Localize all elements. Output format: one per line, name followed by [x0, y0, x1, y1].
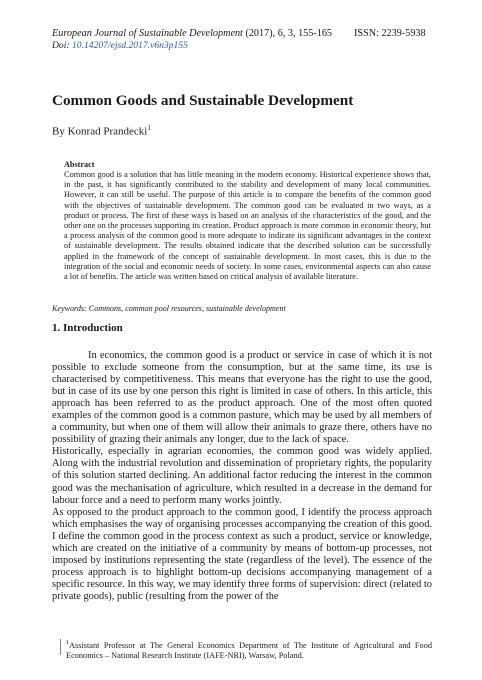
introduction-body — [52, 350, 432, 603]
doi-label: Doi: — [52, 40, 72, 51]
doi-line — [52, 40, 188, 51]
author-line — [52, 124, 151, 138]
footnote-text: Assistant Professor at The General Economics Department of The Institute of Agricultural and Food Economics – National Research Institute (IAFE-NRI), Warsaw, Poland. — [66, 640, 432, 660]
journal-header — [52, 28, 432, 39]
body-paragraph: As opposed to the product approach to the common good, I identify the process approach which emphasises the way of organising processes accompanying the creation of this good. I define the common good in the process context as such a product, service or knowledge, which are created on the initiative of a community by means of bottom-up processes, not imposed by institutions representing the state (regardless of the level). The essence of the process approach is to highlight bottom-up decisions accompanying management of a specific resource. In this way, we may identify three forms of supervision: direct (related to private goods), public (resulting from the power of the — [52, 506, 432, 602]
section-heading-introduction: 1. Introduction — [52, 322, 123, 334]
body-paragraph: Historically, especially in agrarian economies, the common good was widely applied. Along with the industrial revolution and dissemination of proprietary rights, the popularity of this solution started declining. An additional factor reducing the interest in the common good was the mechanisation of agriculture, which resulted in a decrease in the demand for labour force and a need to perform many works jointly. — [52, 446, 432, 506]
footnote-mark: 1 — [66, 640, 69, 646]
footnote-divider — [60, 639, 61, 655]
article-title: Common Goods and Sustainable Development — [52, 92, 354, 109]
body-paragraph: In economics, the common good is a product or service in case of which it is not possible to exclude someone from the consumption, but at the same time, its use is characterised by competitiveness. This means that everyone has the right to use the good, but in case of its use by one person this right is limited in case of others. In this article, this approach has been referred to as the product approach. One of the most often quoted examples of the common good is a common pasture, which may be used by all members of a community, but when one of them will allow their animals to graze there, others have no possibility of grazing their animals any longer, due to the lack of space. — [52, 350, 432, 446]
author-footnote-mark[interactable]: 1 — [147, 124, 151, 132]
keywords: Keywords: Commons, common pool resources, sustainable development — [52, 304, 286, 313]
author-name: By Konrad Prandecki — [52, 125, 148, 138]
journal-issue-details: (2017), 6, 3, 155-165 — [242, 28, 333, 39]
footnote — [66, 638, 432, 661]
journal-name: European Journal of Sustainable Development — [52, 28, 243, 39]
abstract-text: Common good is a solution that has little meaning in the modern economy. Historical experience shows that, in the past, it has significantly contributed to the stability and development of many local communities. However, it can still be useful. The purpose of this article is to compare the benefits of the common good with the objectives of sustainable development. The common good can be evaluated in two ways, as a product or process. The first of these ways is based on an analysis of the characteristics of the good, and the other one on the processes supporting its creation. Product approach is more common in economic theory, but a process analysis of the common good is more adequate to indicate its significant advantages in the context of sustainable development. The results obtained indicate that the described solution can be successfully applied in the framework of the concept of sustainable development. In most cases, this is due to the integration of the social and economic needs of society. In some cases, environmental aspects can also cause a lot of benefits. The article was written based on critical analysis of available literature. — [64, 170, 431, 282]
issn-number: ISSN: 2239-5938 — [354, 28, 426, 39]
abstract-heading: Abstract — [64, 160, 95, 169]
doi-link[interactable]: 10.14207/ejsd.2017.v6n3p155 — [71, 40, 188, 51]
